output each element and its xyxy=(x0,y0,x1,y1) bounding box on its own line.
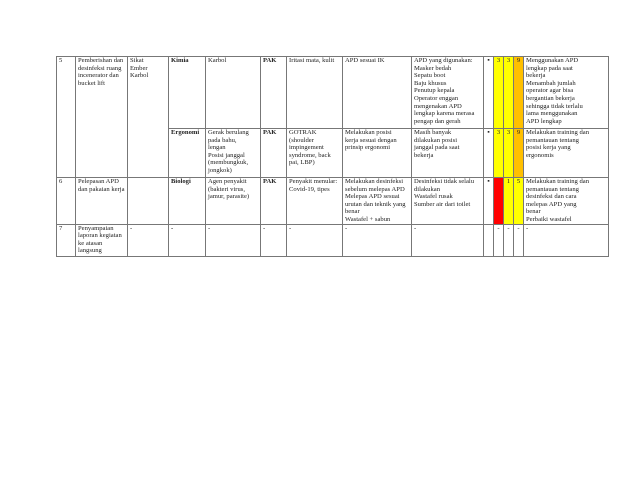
hazard-type-cell: - xyxy=(169,224,206,256)
hazard-risk-table xyxy=(56,56,609,257)
probability-cell: - xyxy=(504,224,514,256)
recommendation-cell: Melakukan training dan pemantauan tentang posisi kerja yang ergonomis xyxy=(524,129,609,178)
control-cell: Melakukan posisi kerja sesuai dengan prinsip ergonomi xyxy=(343,129,412,178)
equipment-cell: Sikat Ember Karbol xyxy=(128,57,169,178)
effect-cell: - xyxy=(287,224,343,256)
bullet-cell: ▪ xyxy=(484,57,494,129)
severity-cell: 3 xyxy=(494,57,504,129)
severity-cell: - xyxy=(494,224,504,256)
hazard-cell: Gerak berulang pada bahu, lengan Posisi janggal (membungkuk, jongkok) xyxy=(206,129,261,178)
bullet-cell: ▪ xyxy=(484,129,494,178)
activity-cell: Pemberishan dan desinfeksi ruang incenerator dan bucket lift xyxy=(76,57,128,178)
risk-score-cell: 5 xyxy=(514,178,524,225)
hazard-cell: Karbol xyxy=(206,57,261,129)
risk-cell: - xyxy=(261,224,287,256)
equipment-cell xyxy=(128,178,169,225)
risk-cell: PAK xyxy=(261,129,287,178)
risk-cell: PAK xyxy=(261,57,287,129)
hazard-cell: Agen penyakit (bakteri virus, jamur, parasite) xyxy=(206,178,261,225)
existing-condition-cell: Masih banyak dilakukan posisi janggal pada saat bekerja xyxy=(412,129,484,178)
existing-condition-cell: APD yang digunakan: Masker bedah Sepatu boot Baju khusus Penutup kepala Operator enggan mengenakan APD lengkap karena merasa pengap dan gerah xyxy=(412,57,484,129)
probability-cell: 3 xyxy=(504,57,514,129)
severity-cell xyxy=(494,178,504,225)
hazard-cell: - xyxy=(206,224,261,256)
activity-cell: Pelepasan APD dan pakaian kerja xyxy=(76,178,128,225)
control-cell: - xyxy=(343,224,412,256)
effect-cell: GOTRAK (shoulder impingement syndrome, back pai, LBP) xyxy=(287,129,343,178)
risk-score-cell: 9 xyxy=(514,57,524,129)
row-number: 5 xyxy=(57,57,76,178)
hazard-type-cell: Kimia xyxy=(169,57,206,129)
table-row xyxy=(57,178,609,225)
table-row xyxy=(57,224,609,256)
recommendation-cell: - xyxy=(524,224,609,256)
equipment-cell: - xyxy=(128,224,169,256)
probability-cell: 3 xyxy=(504,129,514,178)
effect-cell: Penyakit menular: Covid-19, tipes xyxy=(287,178,343,225)
effect-cell: Iritasi mata, kulit xyxy=(287,57,343,129)
table-row xyxy=(57,57,609,129)
activity-cell: Penyampaian laporan kegiatan ke atasan langsung xyxy=(76,224,128,256)
bullet-cell xyxy=(484,224,494,256)
hazard-type-cell: Ergonomi xyxy=(169,129,206,178)
risk-score-cell: 9 xyxy=(514,129,524,178)
existing-condition-cell: - xyxy=(412,224,484,256)
row-number: 6 xyxy=(57,178,76,225)
control-cell: APD sesuai IK xyxy=(343,57,412,129)
hazard-type-cell: Biologi xyxy=(169,178,206,225)
row-number: 7 xyxy=(57,224,76,256)
recommendation-cell: Melakukan training dan pemantauan tentang desinfeksi dan cara melepas APD yang benar Perbaiki wastafel xyxy=(524,178,609,225)
bullet-cell: ▪ xyxy=(484,178,494,225)
risk-cell: PAK xyxy=(261,178,287,225)
probability-cell: 1 xyxy=(504,178,514,225)
control-cell: Melakukan desinfeksi sebelum melepas APD Melepas APD sesuai urutan dan teknik yang benar Wastafel + sabun xyxy=(343,178,412,225)
risk-score-cell: - xyxy=(514,224,524,256)
existing-condition-cell: Desinfeksi tidak selalu dilakukan Wastafel rusak Sumber air dari toilet xyxy=(412,178,484,225)
severity-cell: 3 xyxy=(494,129,504,178)
recommendation-cell: Menggunakan APD lengkap pada saat bekerja Menambah jumlah operator agar bisa bergantian bekerja sehingga tidak terlalu lama menggunakan APD lengkap xyxy=(524,57,609,129)
